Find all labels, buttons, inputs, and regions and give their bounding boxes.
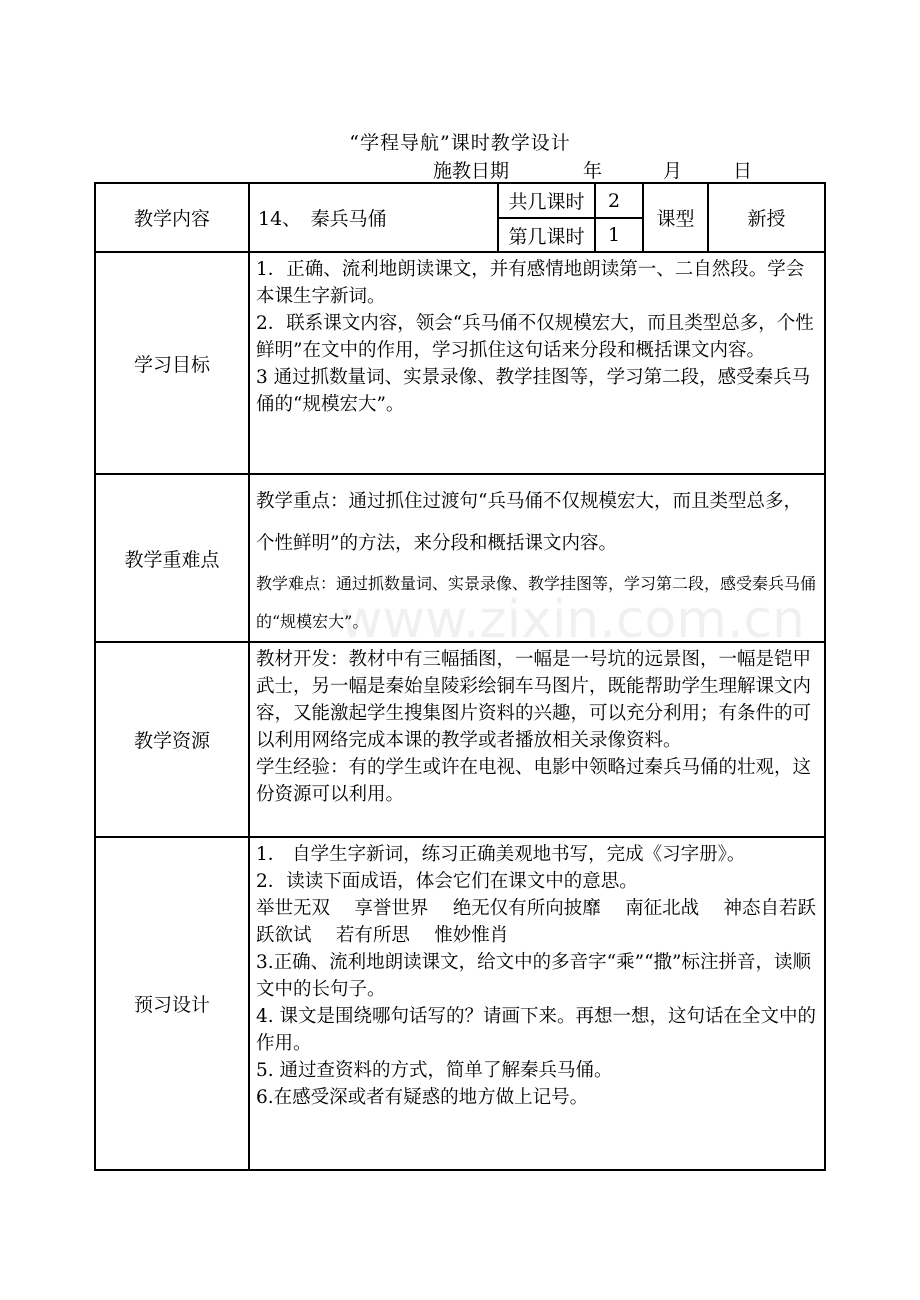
teaching-focus: 教学重点：通过抓住过渡句“兵马俑不仅规模宏大，而且类型总多，个性鲜明”的方法，来分段和概括课文内容。	[256, 491, 802, 554]
material-development: 教材开发：教材中有三幅插图，一幅是一号坑的远景图，一幅是铠甲武士，另一幅是秦始皇陵彩绘铜车马图片，既能帮助学生理解课文内容，又能激起学生搜集图片资料的兴趣，可以充分利用；有条件的可以利用网络完成本课的教学或者播放相关录像资料。	[256, 649, 812, 751]
document-title: “学程导航”课时教学设计	[349, 132, 571, 154]
current-hour-value: 1	[595, 218, 643, 252]
date-line	[433, 156, 752, 183]
lesson-plan-table	[94, 182, 826, 1171]
goal-item: 2．联系课文内容，领会“兵马俑不仅规模宏大，而且类型总多，个性鲜明”在文中的作用，学习抓住这句话来分段和概括课文内容。	[256, 313, 814, 361]
total-hours-value: 2	[595, 183, 643, 218]
preview-item: 2．读读下面成语，体会它们在课文中的意思。	[256, 871, 638, 892]
goals-content	[249, 252, 825, 474]
type-value: 新授	[708, 183, 825, 252]
preview-item: 举世无双 享誉世界 绝无仅有所向披靡 南征北战 神态自若跃跃欲试 若有所思 惟妙惟肖	[256, 898, 817, 946]
preview-item: 5. 通过查资料的方式，简单了解秦兵马俑。	[256, 1060, 613, 1081]
goal-item: 1．正确、流利地朗读课文，并有感情地朗读第一、二自然段。学会本课生字新词。	[256, 259, 805, 307]
watermark: www.zixin.com.cn	[340, 590, 805, 650]
lesson-title: 14、 秦兵马俑	[249, 183, 498, 252]
content-label: 教学内容	[95, 183, 249, 252]
resources-content	[249, 642, 825, 837]
date-day-label: 日	[733, 160, 753, 182]
preview-item: 1． 自学生字新词，练习正确美观地书写，完成《习字册》。	[256, 844, 746, 865]
key-points-content	[249, 474, 825, 642]
date-label: 施教日期	[433, 160, 510, 182]
key-points-label: 教学重难点	[95, 474, 249, 642]
current-hour-label: 第几课时	[498, 218, 595, 252]
preview-item: 3.正确、流利地朗读课文，给文中的多音字“乘”“撒”标注拼音，读顺文中的长句子。	[256, 952, 811, 1000]
preview-item: 4. 课文是围绕哪句话写的？请画下来。再想一想，这句话在全文中的作用。	[256, 1006, 817, 1054]
date-month-label: 月	[663, 160, 683, 182]
goal-item: 3 通过抓数量词、实景录像、教学挂图等，学习第二段，感受秦兵马俑的“规模宏大”。	[256, 367, 811, 415]
total-hours-label: 共几课时	[498, 183, 595, 218]
preview-item: 6.在感受深或者有疑惑的地方做上记号。	[256, 1087, 589, 1108]
goals-label: 学习目标	[95, 252, 249, 474]
preview-content	[249, 837, 825, 1170]
preview-label: 预习设计	[95, 837, 249, 1170]
type-label: 课型	[643, 183, 708, 252]
teaching-difficulty: 教学难点：通过抓数量词、实景录像、教学挂图等，学习第二段，感受秦兵马俑的“规模宏大”。	[256, 574, 817, 631]
date-year-label: 年	[583, 160, 603, 182]
student-experience: 学生经验：有的学生或许在电视、电影中领略过秦兵马俑的壮观，这份资源可以利用。	[256, 757, 812, 805]
resources-label: 教学资源	[95, 642, 249, 837]
